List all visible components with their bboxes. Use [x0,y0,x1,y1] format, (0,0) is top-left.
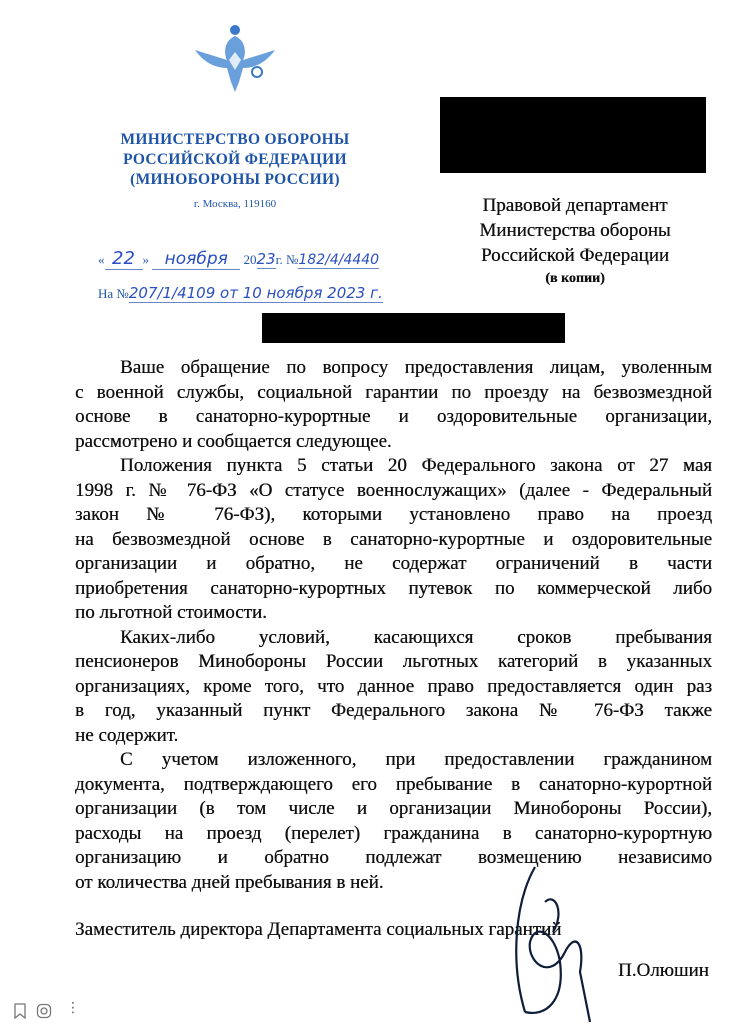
body-line: организации и обратно, не содержат ограничений в части [75,553,712,574]
lens-search-icon[interactable] [36,1003,52,1019]
body-line: Каких-либо условий, касающихся сроков пребывания [120,627,712,648]
body-line: по льготной стоимости. [75,602,267,623]
date-year: 23 [256,250,276,268]
emblem-icon [185,22,285,94]
outgoing-number: 182/4/4440 [298,252,380,268]
handwritten-signature [505,862,605,1022]
addressee-copy-note: (в копии) [545,271,605,286]
body-line: приобретения санаторно-курортных путевок по коммерческой либо [75,578,712,599]
org-name-line1: МИНИСТЕРСТВО ОБОРОНЫ [120,131,350,148]
redacted-recipient [440,97,706,173]
body-line: расходы на проезд (перелет) гражданина в санаторно-курортную [75,823,712,844]
org-address: г. Москва, 119160 [193,198,277,210]
org-name-line3: (МИНОБОРОНЫ РОССИИ) [130,171,340,188]
body-line: на безвозмездной основе в санаторно-курортные и оздоровительные [75,529,712,550]
body-line: не содержит. [75,725,179,746]
body-line: рассмотрено и сообщается следующее. [75,431,392,452]
date-month: ноября [152,249,240,270]
body-line: организациях, кроме того, что данное право предоставляется один раз [75,676,712,697]
body-line: основе в санаторно-курортные и оздоровительные организации, [75,406,712,427]
body-line: Положения пункта 5 статьи 20 Федерального закона от 27 мая [120,455,712,476]
body-line: закон № 76-ФЗ), которыми установлено право на проезд [75,504,712,525]
addressee-line2: Министерства обороны [479,220,671,241]
redacted-line [262,313,565,343]
bookmark-icon[interactable] [14,1003,26,1019]
addressee-line3: Российской Федерации [480,245,670,266]
body-line: Ваше обращение по вопросу предоставления лицам, уволенным [120,357,712,378]
body-line: пенсионеров Минобороны России льготных категорий в указанных [75,651,712,672]
reference-value: 207/1/4109 от 10 ноября 2023 г. [128,284,383,302]
body-line: в год, указанный пункт Федерального закона № 76-ФЗ также [75,700,712,721]
body-line: организацию и обратно подлежат возмещению независимо [75,847,712,868]
signatory-name: П.Олюшин [618,960,709,981]
body-line: от количества дней пребывания в ней. [75,872,384,893]
body-line: с военной службы, социальной гарантии по проезду на безвозмездной [75,382,712,403]
signatory-title: Заместитель директора Департамента социальных гарантий [75,919,562,940]
body-line: 1998 г. № 76-ФЗ «О статусе военнослужащих» (далее - Федеральный [75,480,712,501]
reference-number: На №207/1/4109 от 10 ноября 2023 г. [98,284,383,302]
body-line: С учетом изложенного, при предоставлении гражданином [120,749,712,770]
body-line: организации (в том числе и организации Минобороны России), [75,798,712,819]
date-day: 22 [105,248,143,270]
outgoing-date-number: « 22 » ноября 2023г. №182/4/4440 [98,248,380,269]
body-line: документа, подтверждающего его пребывание в санаторно-курортной [75,774,712,795]
more-vertical-icon[interactable]: ⋮ [66,1000,80,1016]
org-name-line2: РОССИЙСКОЙ ФЕДЕРАЦИИ [123,151,347,168]
addressee-line1: Правовой департамент [482,195,668,216]
